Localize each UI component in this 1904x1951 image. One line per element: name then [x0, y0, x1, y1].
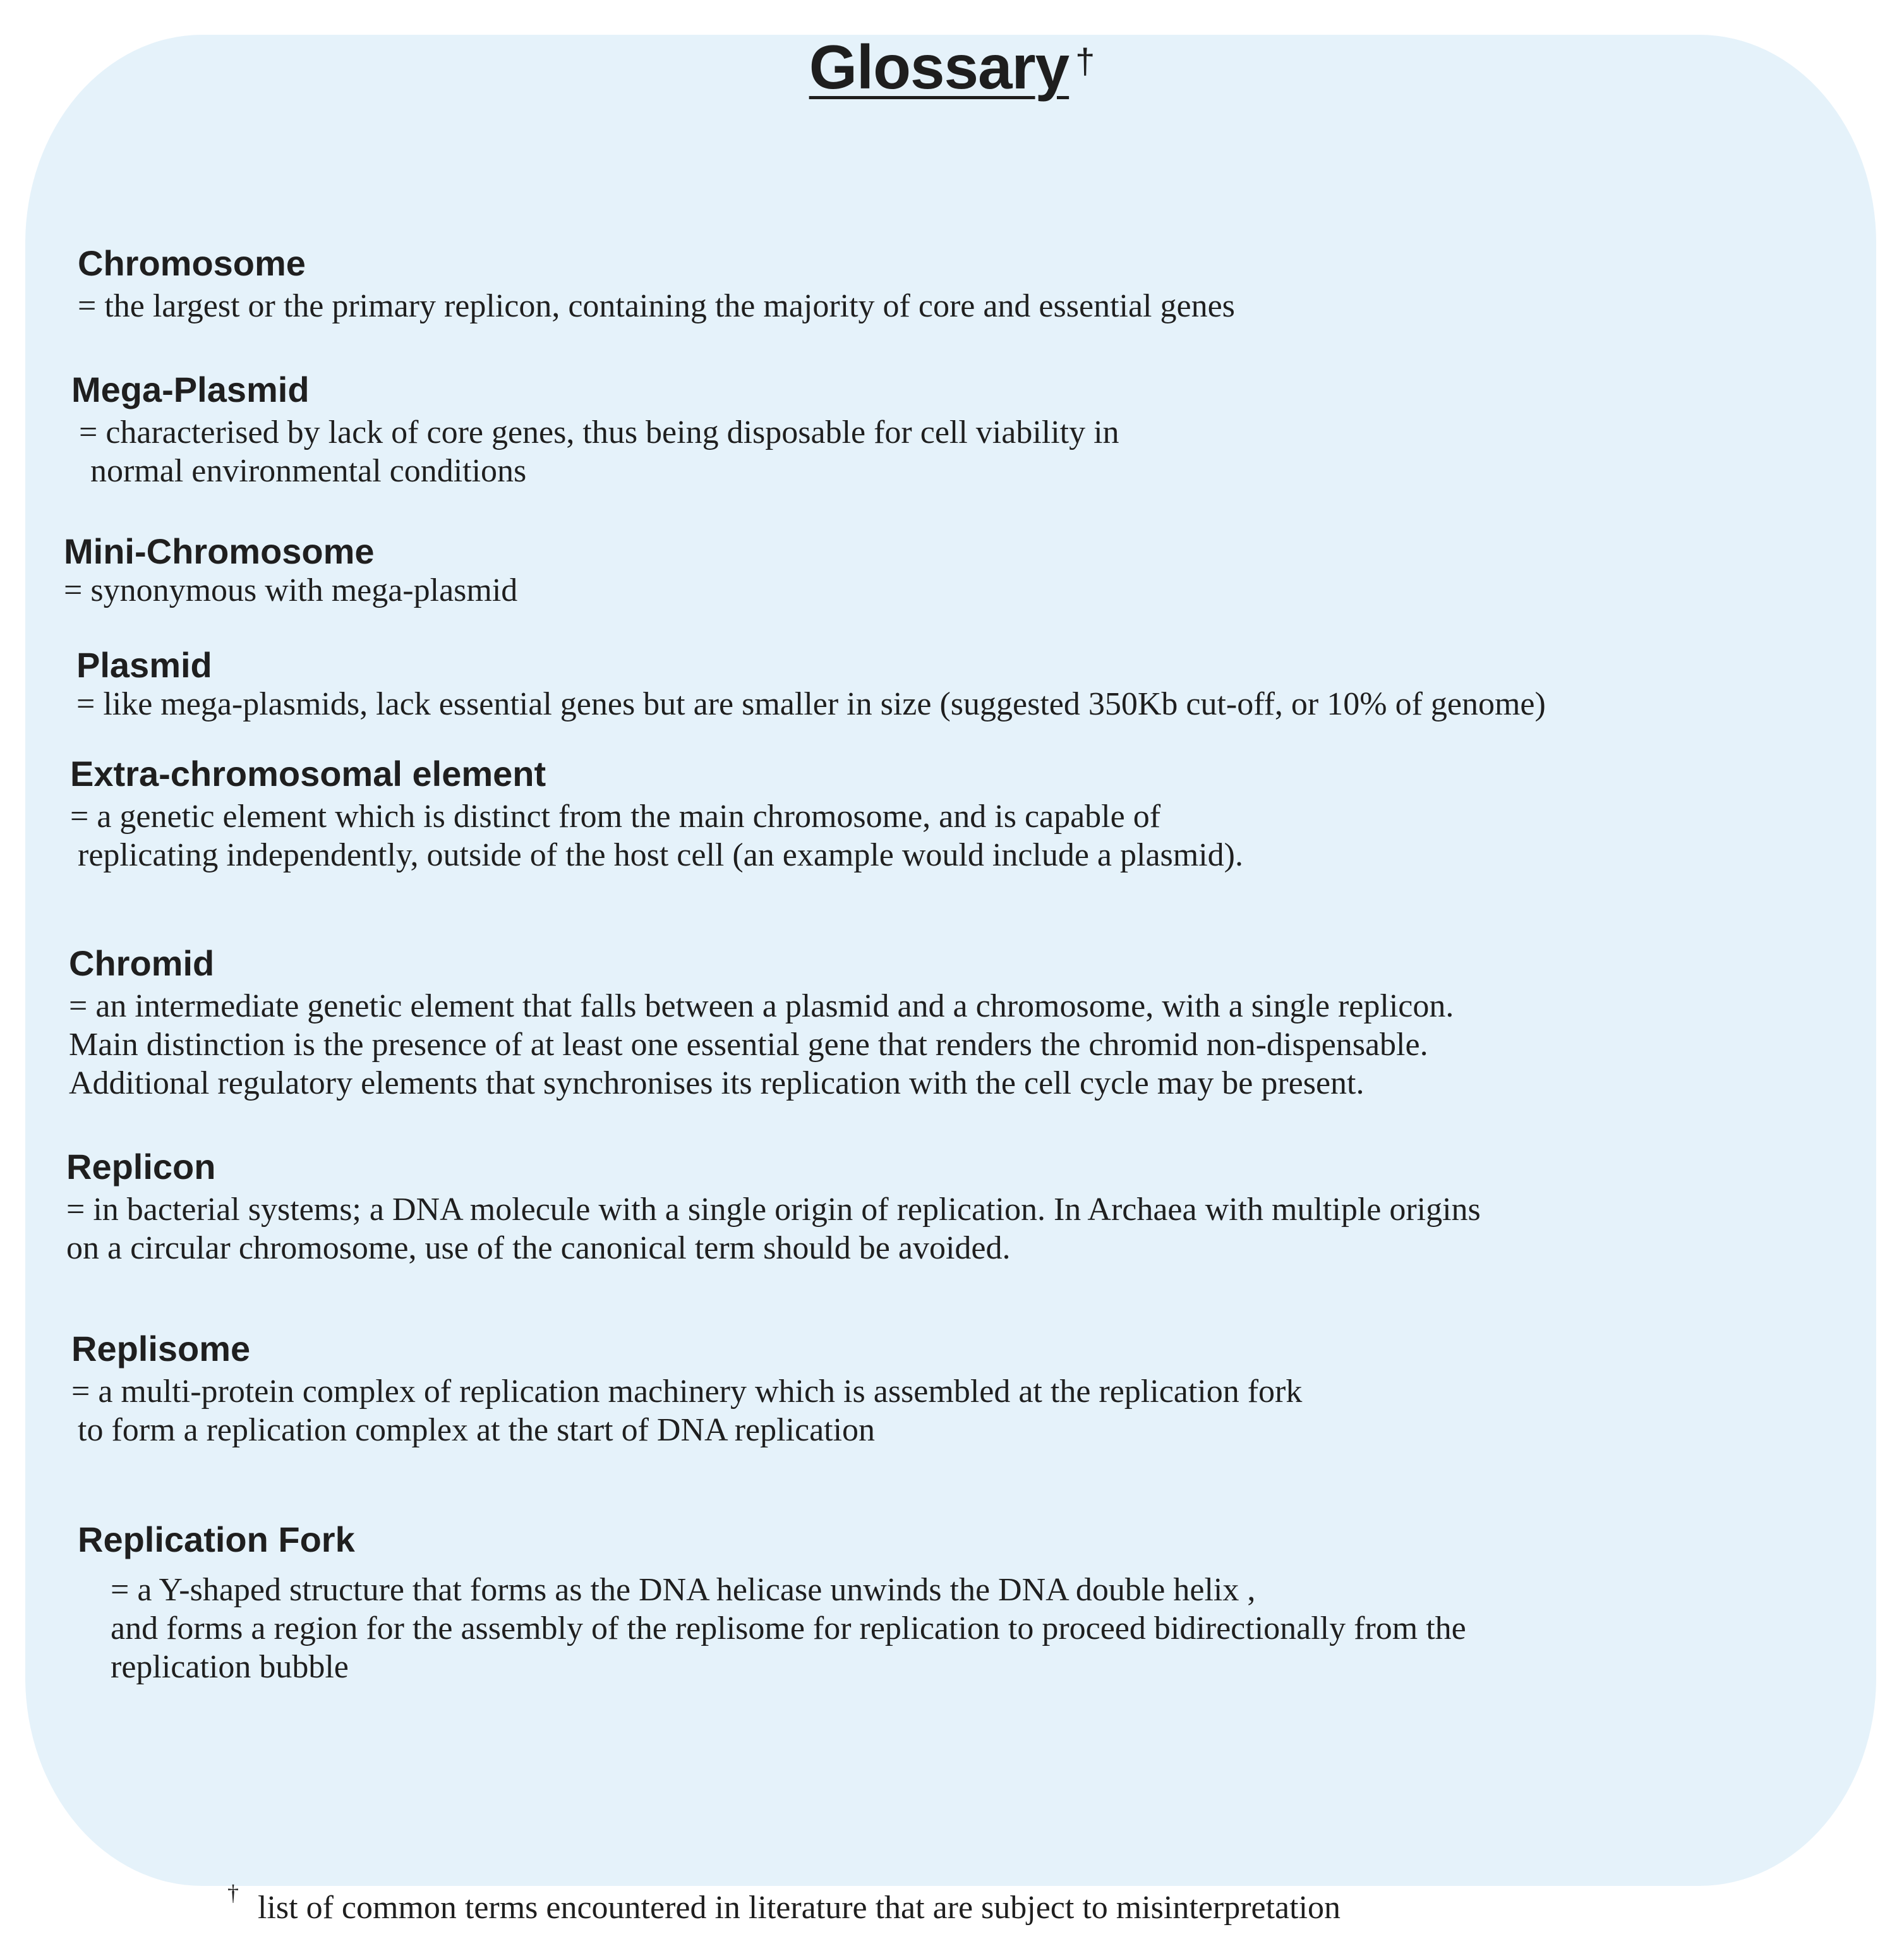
definition-line: Additional regulatory elements that synchronises its replication with the cell cycle may be present. [69, 1065, 1365, 1101]
glossary-definition [64, 571, 517, 610]
glossary-definition [71, 413, 1119, 490]
glossary-definition [76, 685, 1546, 723]
glossary-definition [66, 1190, 1481, 1267]
definition-line: to form a replication complex at the start of DNA replication [78, 1412, 876, 1448]
glossary-header [0, 32, 1904, 103]
definition-line: Main distinction is the presence of at least one essential gene that renders the chromid non-dispensable. [69, 1027, 1428, 1063]
definition-line: = characterised by lack of core genes, thus being disposable for cell viability in [79, 414, 1119, 450]
glossary-entry-chromosome [78, 241, 1235, 325]
definition-line: normal environmental conditions [90, 453, 527, 489]
glossary-entry-mini-chromosome [64, 529, 517, 610]
glossary-definition [78, 1571, 1466, 1686]
glossary-term: Chromosome [78, 243, 306, 283]
definition-line: = a multi-protein complex of replication machinery which is assembled at the replication fork [71, 1374, 1303, 1410]
definition-line: = the largest or the primary replicon, containing the majority of core and essential genes [78, 288, 1235, 324]
definition-line: = synonymous with mega-plasmid [64, 572, 518, 608]
glossary-entry-chromid [69, 941, 1454, 1102]
glossary-entry-replication-fork [78, 1518, 1466, 1686]
glossary-entry-plasmid [76, 643, 1546, 723]
footnote-dagger-mark: † [227, 1880, 239, 1906]
title-dagger-mark: † [1075, 40, 1095, 81]
definition-line: replicating independently, outside of the host cell (an example would include a plasmid). [78, 837, 1243, 873]
glossary-entry-replicon [66, 1145, 1481, 1267]
glossary-term: Replication Fork [78, 1519, 355, 1559]
definition-line: and forms a region for the assembly of the replisome for replication to proceed bidirectionally from the [111, 1610, 1466, 1646]
glossary-entry-extra-chromosomal-element [70, 752, 1243, 874]
glossary-term: Mini-Chromosome [64, 531, 375, 571]
definition-line: on a circular chromosome, use of the canonical term should be avoided. [66, 1230, 1011, 1266]
glossary-definition [70, 797, 1243, 874]
glossary-term: Mega-Plasmid [71, 370, 310, 409]
glossary-footnote [227, 1880, 1341, 1926]
definition-line: = a genetic element which is distinct from the main chromosome, and is capable of [70, 799, 1161, 835]
definition-line: = an intermediate genetic element that falls between a plasmid and a chromosome, with a single replicon. [69, 988, 1454, 1024]
glossary-title: Glossary [809, 32, 1069, 102]
glossary-term: Plasmid [76, 645, 212, 685]
definition-line: = in bacterial systems; a DNA molecule with a single origin of replication. In Archaea with multiple origins [66, 1192, 1481, 1228]
glossary-term: Extra-chromosomal element [70, 754, 546, 794]
glossary-entry-mega-plasmid [71, 368, 1119, 490]
glossary-term: Replicon [66, 1147, 216, 1187]
glossary-definition [78, 287, 1235, 325]
glossary-entry-replisome [71, 1327, 1302, 1449]
definition-line: = like mega-plasmids, lack essential genes but are smaller in size (suggested 350Kb cut-off, or 10% of genome) [76, 686, 1546, 722]
glossary-term: Replisome [71, 1329, 251, 1368]
definition-line: replication bubble [111, 1649, 349, 1685]
glossary-definition [71, 1372, 1302, 1449]
glossary-term: Chromid [69, 943, 215, 983]
footnote-text: list of common terms encountered in literature that are subject to misinterpretation [258, 1890, 1341, 1926]
definition-line: = a Y-shaped structure that forms as the DNA helicase unwinds the DNA double helix , [111, 1572, 1256, 1608]
glossary-definition [69, 987, 1454, 1102]
